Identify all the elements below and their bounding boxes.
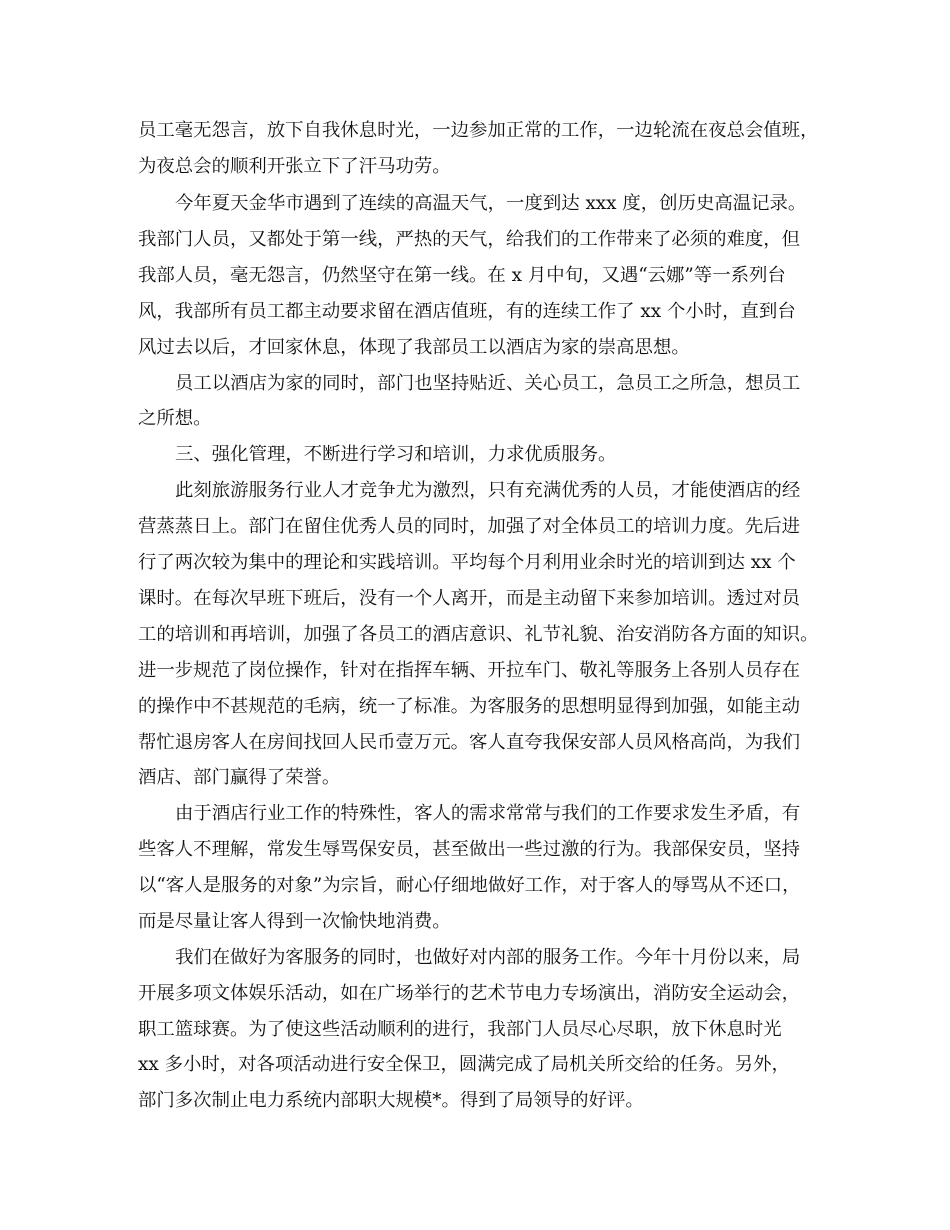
text-line: 而是尽量让客人得到一次愉快地消费。 — [138, 911, 451, 932]
text-line: 部门多次制止电力系统内部职大规模*。得到了局领导的好评。 — [138, 1090, 644, 1111]
text-line: 工的培训和再培训，加强了各员工的酒店意识、礼节礼貌、治安消防各方面的知识。 — [138, 624, 819, 645]
text-line: 帮忙退房客人在房间找回人民币壹万元。客人直夸我保安部人员风格高尚，为我们 — [138, 732, 801, 753]
text-line: 行了两次较为集中的理论和实践培训。平均每个月利用业余时光的培训到达 xx 个 — [138, 552, 796, 573]
text-line: 之所想。 — [138, 408, 212, 429]
text-line: 我部人员，毫无怨言，仍然坚守在第一线。在 x 月中旬，又遇“云娜”等一系列台 — [138, 265, 786, 286]
text-line: 些客人不理解，常发生辱骂保安员，甚至做出一些过激的行为。我部保安员，坚持 — [138, 839, 801, 860]
text-line: 风过去以后，才回家休息，体现了我部员工以酒店为家的崇高思想。 — [138, 337, 690, 358]
text-line: 今年夏天金华市遇到了连续的高温天气，一度到达 xxx 度，创历史高温记录。 — [175, 193, 807, 214]
text-line: 由于酒店行业工作的特殊性，客人的需求常常与我们的工作要求发生矛盾，有 — [175, 803, 801, 824]
text-line: 此刻旅游服务行业人才竞争尤为激烈，只有充满优秀的人员，才能使酒店的经 — [175, 480, 801, 501]
text-line: 的操作中不甚规范的毛病，统一了标准。为客服务的思想明显得到加强，如能主动 — [138, 696, 801, 717]
text-line: 职工篮球赛。为了使这些活动顺利的进行，我部门人员尽心尽职，放下休息时光 — [138, 1019, 782, 1040]
text-line: 进一步规范了岗位操作，针对在指挥车辆、开拉车门、敬礼等服务上各别人员存在 — [138, 660, 801, 681]
text-line: 营蒸蒸日上。部门在留住优秀人员的同时，加强了对全体员工的培训力度。先后进 — [138, 516, 801, 537]
text-line: 为夜总会的顺利开张立下了汗马功劳。 — [138, 156, 451, 177]
text-line: 以“客人是服务的对象”为宗旨，耐心仔细地做好工作，对于客人的辱骂从不还口， — [138, 875, 801, 896]
text-line: 我们在做好为客服务的同时，也做好对内部的服务工作。今年十月份以来，局 — [175, 947, 801, 968]
text-line: 酒店、部门赢得了荣誉。 — [138, 767, 341, 788]
text-line: 我部门人员，又都处于第一线，严热的天气，给我们的工作带来了必须的难度，但 — [138, 229, 801, 250]
text-line: 员工以酒店为家的同时，部门也坚持贴近、关心员工，急员工之所急，想员工 — [175, 373, 801, 394]
text-line: 员工毫无怨言，放下自我休息时光，一边参加正常的工作，一边轮流在夜总会值班， — [138, 120, 819, 141]
text-line: 开展多项文体娱乐活动，如在广场举行的艺术节电力专场演出，消防安全运动会， — [138, 983, 801, 1004]
text-line: 风，我部所有员工都主动要求留在酒店值班，有的连续工作了 xx 个小时，直到台 — [138, 301, 796, 322]
section-heading: 三、强化管理，不断进行学习和培训，力求优质服务。 — [175, 444, 617, 465]
text-line: xx 多小时，对各项活动进行安全保卫，圆满完成了局机关所交给的任务。另外， — [138, 1054, 790, 1075]
text-line: 课时。在每次早班下班后，没有一个人离开，而是主动留下来参加培训。透过对员 — [138, 588, 801, 609]
